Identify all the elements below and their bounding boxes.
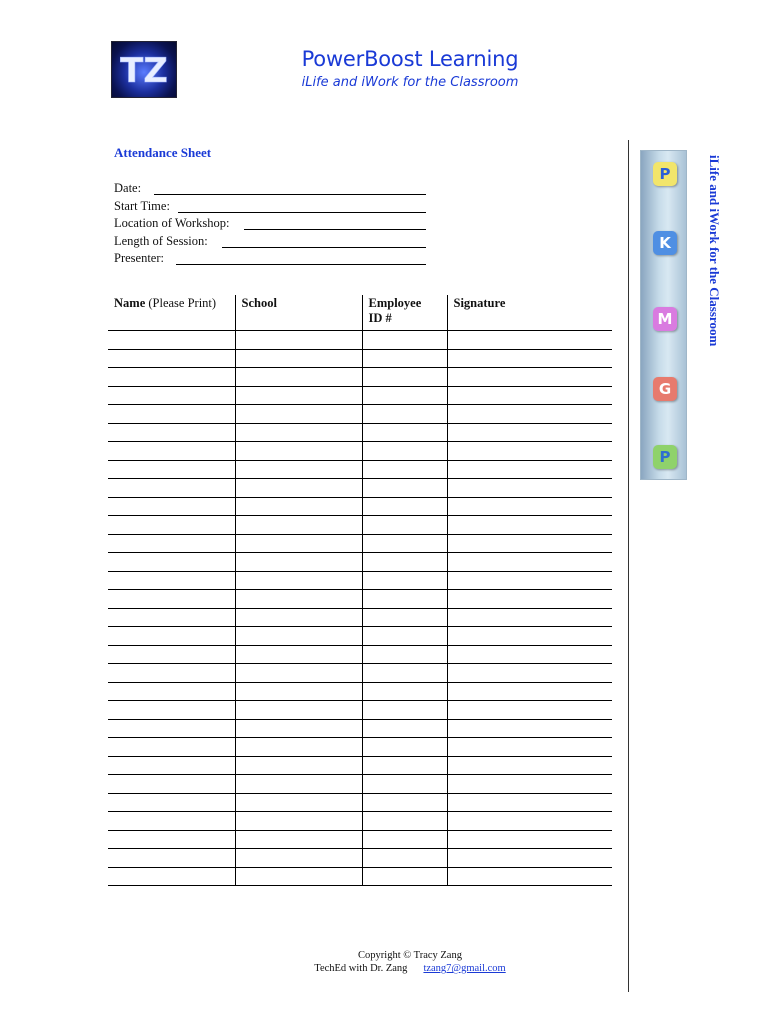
table-row xyxy=(108,719,612,738)
date-line[interactable] xyxy=(154,194,426,195)
cell-school[interactable] xyxy=(235,645,362,664)
cell-name[interactable] xyxy=(108,516,235,535)
cell-school[interactable] xyxy=(235,386,362,405)
cell-signature[interactable] xyxy=(447,627,612,646)
cell-school[interactable] xyxy=(235,627,362,646)
cell-signature[interactable] xyxy=(447,701,612,720)
cell-name[interactable] xyxy=(108,479,235,498)
tz-logo xyxy=(112,42,176,97)
cell-name[interactable] xyxy=(108,830,235,849)
cell-employee-id[interactable] xyxy=(362,423,447,442)
cell-name[interactable] xyxy=(108,682,235,701)
header-employee-id xyxy=(362,295,447,331)
cell-school[interactable] xyxy=(235,423,362,442)
length-field[interactable] xyxy=(114,234,208,248)
cell-employee-id[interactable] xyxy=(362,571,447,590)
table-row xyxy=(108,867,612,886)
cell-employee-id[interactable] xyxy=(362,386,447,405)
table-row xyxy=(108,590,612,609)
location-label: Location of Workshop: xyxy=(114,216,230,230)
table-row xyxy=(108,812,612,831)
logo-letters: TZ xyxy=(120,51,168,91)
start-time-label: Start Time: xyxy=(114,199,170,213)
cell-employee-id[interactable] xyxy=(362,349,447,368)
table-row xyxy=(108,608,612,627)
table-row xyxy=(108,830,612,849)
cell-school[interactable] xyxy=(235,349,362,368)
header-name xyxy=(108,295,235,331)
cell-signature[interactable] xyxy=(447,534,612,553)
cell-school[interactable] xyxy=(235,867,362,886)
cell-school[interactable] xyxy=(235,849,362,868)
tile-letter: K xyxy=(659,234,671,252)
cell-signature[interactable] xyxy=(447,830,612,849)
table-row xyxy=(108,368,612,387)
imovie-icon xyxy=(653,307,677,331)
cell-school[interactable] xyxy=(235,368,362,387)
cell-school[interactable] xyxy=(235,682,362,701)
cell-signature[interactable] xyxy=(447,331,612,350)
cell-school[interactable] xyxy=(235,331,362,350)
cell-employee-id[interactable] xyxy=(362,590,447,609)
app-icon-panel xyxy=(640,150,687,480)
table-row xyxy=(108,386,612,405)
cell-name[interactable] xyxy=(108,534,235,553)
table-row xyxy=(108,849,612,868)
location-line[interactable] xyxy=(244,229,426,230)
start-time-field[interactable] xyxy=(114,199,170,213)
presenter-field[interactable] xyxy=(114,251,164,265)
cell-school[interactable] xyxy=(235,664,362,683)
cell-school[interactable] xyxy=(235,608,362,627)
cell-school[interactable] xyxy=(235,534,362,553)
cell-employee-id[interactable] xyxy=(362,664,447,683)
cell-signature[interactable] xyxy=(447,682,612,701)
table-row xyxy=(108,497,612,516)
cell-employee-id[interactable] xyxy=(362,627,447,646)
footer-email-link[interactable]: tzang7@gmail.com xyxy=(423,963,506,974)
cell-signature[interactable] xyxy=(447,479,612,498)
cell-name[interactable] xyxy=(108,793,235,812)
attendance-table xyxy=(108,295,612,886)
cell-school[interactable] xyxy=(235,738,362,757)
cell-name[interactable] xyxy=(108,701,235,720)
cell-name[interactable] xyxy=(108,590,235,609)
tz-logo-graphic xyxy=(112,42,176,97)
cell-name[interactable] xyxy=(108,867,235,886)
table-row xyxy=(108,553,612,572)
cell-signature[interactable] xyxy=(447,368,612,387)
table-row xyxy=(108,775,612,794)
tile-letter: P xyxy=(659,448,671,466)
cell-signature[interactable] xyxy=(447,756,612,775)
cell-name[interactable] xyxy=(108,423,235,442)
cell-employee-id[interactable] xyxy=(362,719,447,738)
cell-name[interactable] xyxy=(108,405,235,424)
cell-school[interactable] xyxy=(235,590,362,609)
table-row xyxy=(108,571,612,590)
cell-employee-id[interactable] xyxy=(362,812,447,831)
cell-name[interactable] xyxy=(108,812,235,831)
cell-name[interactable] xyxy=(108,627,235,646)
cell-school[interactable] xyxy=(235,442,362,461)
cell-signature[interactable] xyxy=(447,664,612,683)
cell-school[interactable] xyxy=(235,405,362,424)
cell-employee-id[interactable] xyxy=(362,497,447,516)
cell-employee-id[interactable] xyxy=(362,553,447,572)
cell-school[interactable] xyxy=(235,460,362,479)
cell-employee-id[interactable] xyxy=(362,442,447,461)
table-row xyxy=(108,793,612,812)
table-row xyxy=(108,756,612,775)
cell-name[interactable] xyxy=(108,645,235,664)
cell-name[interactable] xyxy=(108,497,235,516)
cell-employee-id[interactable] xyxy=(362,608,447,627)
table-row xyxy=(108,460,612,479)
header-name-note: (Please Print) xyxy=(148,296,217,310)
cell-employee-id[interactable] xyxy=(362,534,447,553)
table-header-row xyxy=(108,295,612,331)
cell-signature[interactable] xyxy=(447,497,612,516)
cell-name[interactable] xyxy=(108,608,235,627)
date-field[interactable] xyxy=(114,181,141,195)
table-row xyxy=(108,479,612,498)
keynote-icon xyxy=(653,231,677,255)
location-field[interactable] xyxy=(114,216,229,230)
header-school: School xyxy=(235,295,362,331)
cell-signature[interactable] xyxy=(447,793,612,812)
cell-employee-id[interactable] xyxy=(362,645,447,664)
length-line[interactable] xyxy=(222,247,426,248)
cell-employee-id[interactable] xyxy=(362,479,447,498)
length-label: Length of Session: xyxy=(114,234,208,248)
tile-letter: G xyxy=(658,380,672,398)
cell-employee-id[interactable] xyxy=(362,701,447,720)
cell-school[interactable] xyxy=(235,756,362,775)
cell-signature[interactable] xyxy=(447,590,612,609)
cell-signature[interactable] xyxy=(447,553,612,572)
table-row xyxy=(108,534,612,553)
cell-employee-id[interactable] xyxy=(362,682,447,701)
cell-signature[interactable] xyxy=(447,460,612,479)
cell-school[interactable] xyxy=(235,479,362,498)
cell-name[interactable] xyxy=(108,349,235,368)
tile-letter: M xyxy=(657,310,673,328)
divider-lower xyxy=(628,570,629,992)
sheet-title: Attendance Sheet xyxy=(114,145,212,160)
cell-school[interactable] xyxy=(235,719,362,738)
cell-school[interactable] xyxy=(235,701,362,720)
cell-signature[interactable] xyxy=(447,738,612,757)
cell-employee-id[interactable] xyxy=(362,867,447,886)
cell-employee-id[interactable] xyxy=(362,793,447,812)
cell-employee-id[interactable] xyxy=(362,405,447,424)
header-name-bold: Name xyxy=(114,296,146,310)
cell-signature[interactable] xyxy=(447,349,612,368)
table-row xyxy=(108,701,612,720)
cell-name[interactable] xyxy=(108,738,235,757)
cell-school[interactable] xyxy=(235,553,362,572)
divider-upper xyxy=(628,140,629,570)
cell-signature[interactable] xyxy=(447,608,612,627)
cell-employee-id[interactable] xyxy=(362,368,447,387)
cell-school[interactable] xyxy=(235,571,362,590)
footer-credit: TechEd with Dr. Zang xyxy=(314,963,408,974)
cell-employee-id[interactable] xyxy=(362,756,447,775)
table-row xyxy=(108,349,612,368)
cell-name[interactable] xyxy=(108,386,235,405)
cell-employee-id[interactable] xyxy=(362,775,447,794)
table-row xyxy=(108,645,612,664)
cell-signature[interactable] xyxy=(447,719,612,738)
footer-copyright: Copyright © Tracy Zang xyxy=(358,950,462,961)
garageband-icon xyxy=(653,377,677,401)
cell-name[interactable] xyxy=(108,775,235,794)
cell-signature[interactable] xyxy=(447,775,612,794)
cell-signature[interactable] xyxy=(447,812,612,831)
table-row xyxy=(108,423,612,442)
cell-name[interactable] xyxy=(108,368,235,387)
cell-name[interactable] xyxy=(108,442,235,461)
header-signature: Signature xyxy=(447,295,612,331)
cell-name[interactable] xyxy=(108,756,235,775)
cell-name[interactable] xyxy=(108,553,235,572)
cell-employee-id[interactable] xyxy=(362,516,447,535)
cell-signature[interactable] xyxy=(447,645,612,664)
tile-letter: P xyxy=(659,165,671,183)
cell-name[interactable] xyxy=(108,460,235,479)
start-time-line[interactable] xyxy=(178,212,426,213)
photo-icon xyxy=(653,445,677,469)
footer-credit-line xyxy=(200,963,620,974)
cell-school[interactable] xyxy=(235,497,362,516)
cell-name[interactable] xyxy=(108,719,235,738)
cell-signature[interactable] xyxy=(447,867,612,886)
cell-name[interactable] xyxy=(108,664,235,683)
side-vertical-title: iLife and iWork for the Classroom xyxy=(707,155,722,347)
cell-signature[interactable] xyxy=(447,849,612,868)
date-label: Date: xyxy=(114,181,142,195)
table-row xyxy=(108,516,612,535)
cell-name[interactable] xyxy=(108,849,235,868)
cell-signature[interactable] xyxy=(447,571,612,590)
table-row xyxy=(108,405,612,424)
cell-employee-id[interactable] xyxy=(362,460,447,479)
cell-signature[interactable] xyxy=(447,442,612,461)
cell-name[interactable] xyxy=(108,331,235,350)
cell-name[interactable] xyxy=(108,571,235,590)
pages-icon xyxy=(653,162,677,186)
cell-employee-id[interactable] xyxy=(362,331,447,350)
header-employee-line2: ID # xyxy=(368,311,392,325)
cell-school[interactable] xyxy=(235,775,362,794)
cell-employee-id[interactable] xyxy=(362,830,447,849)
cell-signature[interactable] xyxy=(447,423,612,442)
cell-school[interactable] xyxy=(235,516,362,535)
table-row xyxy=(108,682,612,701)
presenter-line[interactable] xyxy=(176,264,426,265)
cell-school[interactable] xyxy=(235,793,362,812)
table-row xyxy=(108,331,612,350)
cell-signature[interactable] xyxy=(447,386,612,405)
cell-employee-id[interactable] xyxy=(362,849,447,868)
cell-employee-id[interactable] xyxy=(362,738,447,757)
brand-title: PowerBoost Learning xyxy=(301,47,519,71)
header-employee-line1: Employee xyxy=(368,296,422,310)
brand-subtitle: iLife and iWork for the Classroom xyxy=(301,75,519,90)
cell-school[interactable] xyxy=(235,812,362,831)
table-row xyxy=(108,627,612,646)
table-row xyxy=(108,738,612,757)
cell-signature[interactable] xyxy=(447,405,612,424)
cell-signature[interactable] xyxy=(447,516,612,535)
attendance-rows xyxy=(108,331,612,886)
presenter-label: Presenter: xyxy=(114,251,164,265)
table-row xyxy=(108,664,612,683)
cell-school[interactable] xyxy=(235,830,362,849)
table-row xyxy=(108,442,612,461)
